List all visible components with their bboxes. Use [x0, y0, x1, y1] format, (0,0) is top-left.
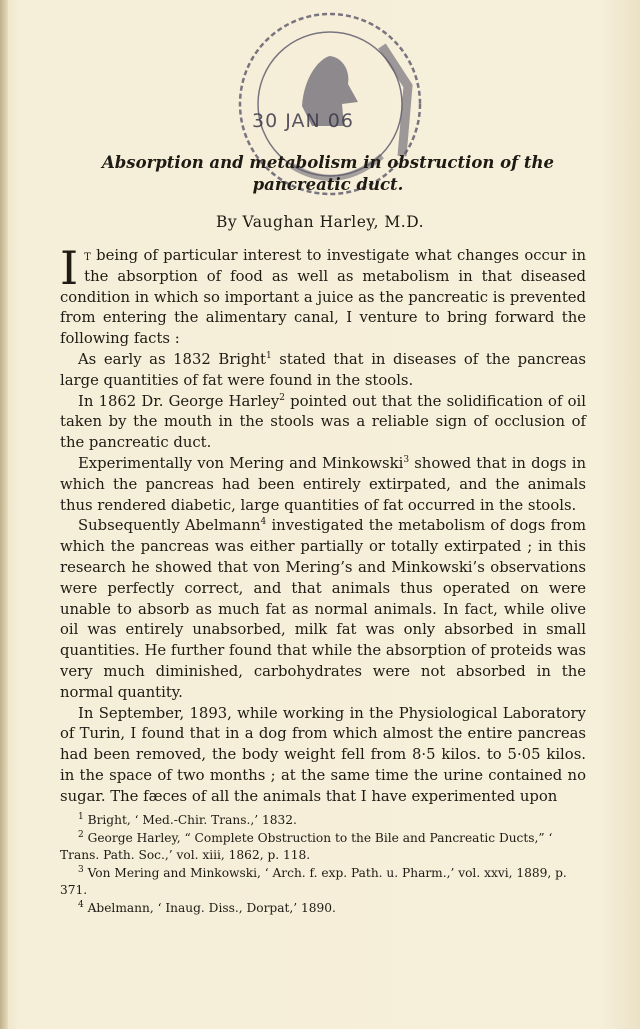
footnote-1-text: Bright, ‘ Med.-Chir. Trans.,’ 1832. — [87, 813, 297, 827]
stamp-date: 30 JAN 06 — [252, 110, 354, 132]
paragraph-2-text-a: As early as 1832 Bright — [78, 350, 266, 368]
footnote-4 — [60, 900, 586, 918]
paragraph-4 — [60, 454, 586, 516]
ref-3: 3 — [403, 455, 410, 466]
paragraph-1 — [60, 241, 586, 350]
footnote-2-mark: 2 — [78, 829, 84, 840]
footnote-2 — [60, 830, 586, 865]
smallcaps-lead: t — [84, 247, 91, 264]
page-edge — [0, 0, 8, 1029]
footnote-1-mark: 1 — [78, 811, 84, 822]
author-line: By Vaughan Harley, M.D. — [215, 213, 425, 231]
footnote-3 — [60, 865, 586, 900]
paragraph-6: In September, 1893, while working in the Physiological Laboratory of Turin, I found that in a dog from which almost the entire pancreas had been removed, the body weight fell from 8·5 kilos. to 5·05 kilos. in the space of two months ; at the same time the urine contained no sugar. The fæces of all the animals that I have experimented upon — [60, 704, 586, 805]
paragraph-5-text-b: investigated the metabolism of dogs from which the pancreas was either partially or totally extirpated ; in this research he showed that von Mering’s and Minkowski’s observations were perfectly correct, and that animals thus operated on were unable to absorb as much fat as normal animals. In fact, while olive oil was entirely unabsorbed, milk fat was only absorbed in small quantities. He further found that while the absorption of proteids was very much diminished, carbohydrates were not absorbed in the normal quantity. — [60, 517, 586, 701]
paragraph-2-text-b: stated that in diseases of the pancreas large quantities of fat were found in the stools. — [60, 350, 586, 389]
paragraph-3-text-a: In 1862 Dr. George Harley — [78, 392, 280, 410]
footnotes — [60, 812, 586, 917]
footnote-2-text: George Harley, “ Complete Obstruction to the Bile and Pancreatic Ducts,” ‘ Trans. Path. Soc.,’ vol. xiii, 1862, p. 118. — [60, 830, 553, 862]
paragraph-4-text-b: showed that in dogs in which the pancreas had been entirely extirpated, and the animals thus rendered diabetic, large quantities of fat occurred in the stools. — [60, 454, 586, 514]
paragraph-3 — [60, 392, 586, 454]
ref-2: 2 — [279, 392, 285, 403]
paragraph-3-text-b: pointed out that the solidification of oil taken by the mouth in the stools was a reliable sign of occlusion of the pancreatic duct. — [60, 392, 586, 452]
footnote-4-mark: 4 — [78, 899, 84, 910]
drop-cap: I — [60, 241, 79, 295]
ref-4: 4 — [260, 517, 267, 528]
article-title: Absorption and metabolism in obstruction of the pancreatic duct. — [101, 153, 555, 194]
ref-1: 1 — [265, 351, 272, 362]
paragraph-2 — [60, 350, 586, 392]
paragraph-5-text-a: Subsequently Abelmann — [78, 517, 261, 535]
footnote-4-text: Abelmann, ‘ Inaug. Diss., Dorpat,’ 1890. — [87, 900, 336, 915]
footnote-1 — [60, 812, 586, 830]
article-body — [60, 241, 586, 808]
footnote-3-mark: 3 — [78, 864, 84, 875]
paragraph-4-text-a: Experimentally von Mering and Minkowski — [78, 454, 404, 472]
footnote-3-text: Von Mering and Minkowski, ‘ Arch. f. exp. Path. u. Pharm.,’ vol. xxvi, 1889, p. 371. — [60, 865, 567, 897]
paragraph-1-text: being of particular interest to investigate what changes occur in the absorption of food as well as metabolism in that diseased condition in which so important a juice as the pancreatic is prevented from entering the alimentary canal, I venture to bring forward the following facts : — [60, 247, 586, 348]
paragraph-5 — [60, 516, 586, 703]
